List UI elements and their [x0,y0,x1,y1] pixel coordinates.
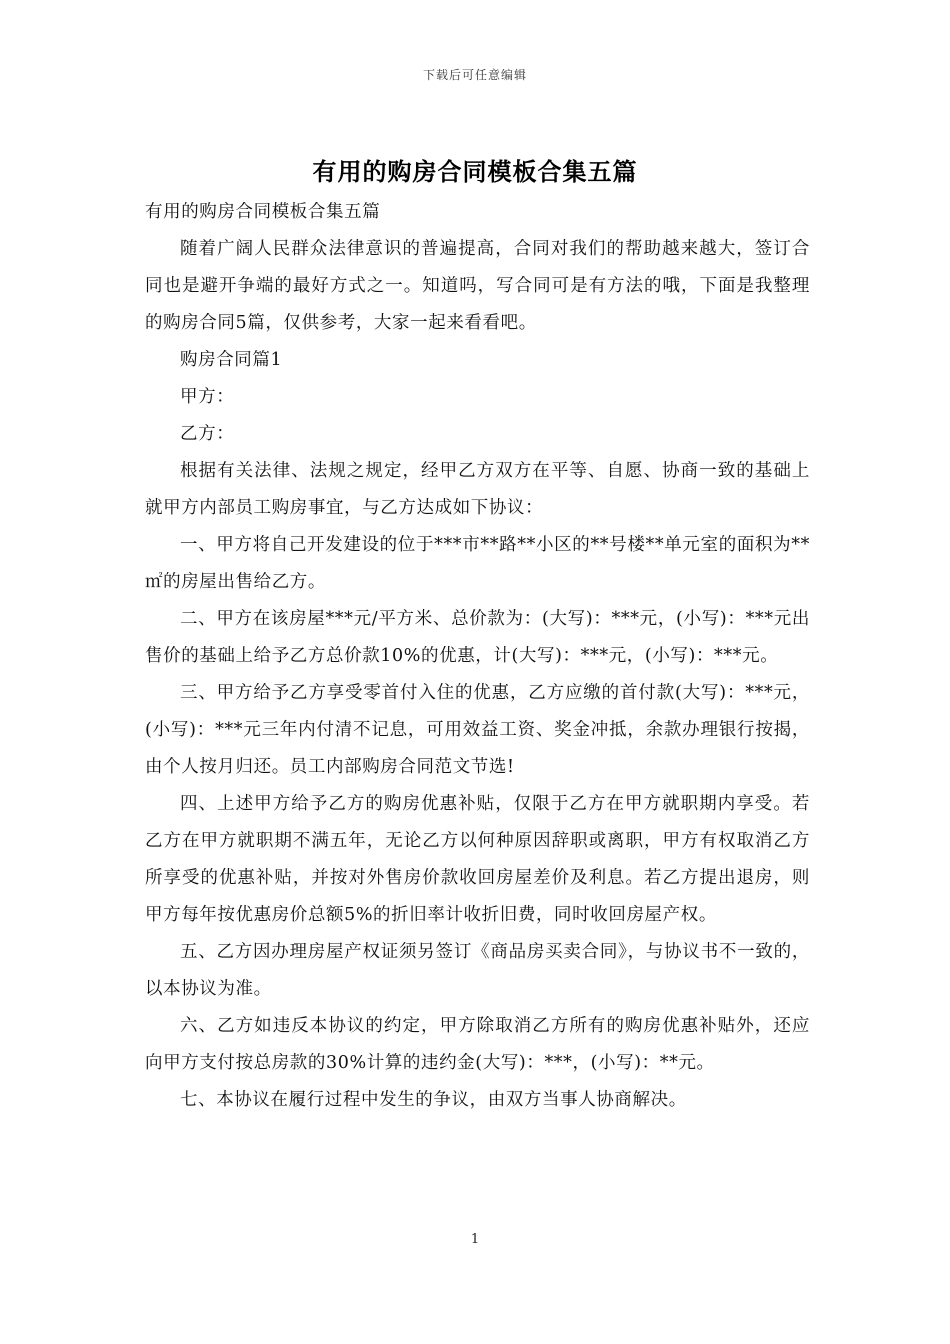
subtitle-paragraph: 有用的购房合同模板合集五篇 [145,202,381,222]
clause-2: 二、甲方在该房屋***元/平方米、总价款为：(大写)：***元，(小写)：***元出售价的基础上给予乙方总价款10%的优惠，计(大写)：***元，(小写)：***元。 [145,609,810,666]
document-body [145,194,810,1119]
clause-6: 六、乙方如违反本协议的约定，甲方除取消乙方所有的购房优惠补贴外，还应向甲方支付按总房款的30%计算的违约金(大写)：***，(小写)：**元。 [145,1016,810,1073]
clause-4: 四、上述甲方给予乙方的购房优惠补贴，仅限于乙方在甲方就职期内享受。若乙方在甲方就职期不满五年，无论乙方以何种原因辞职或离职，甲方有权取消乙方所享受的优惠补贴，并按对外售房价款收回房屋差价及利息。若乙方提出退房，则甲方每年按优惠房价总额5%的折旧率计收折旧费，同时收回房屋产权。 [145,794,810,925]
header-note: 下载后可任意编辑 [422,68,527,82]
party-b-line: 乙方： [180,424,235,444]
page-number: 1 [470,1232,480,1247]
document-title: 有用的购房合同模板合集五篇 [312,157,638,186]
clause-7: 七、本协议在履行过程中发生的争议，由双方当事人协商解决。 [180,1090,687,1110]
preamble-paragraph: 根据有关法律、法规之规定，经甲乙方双方在平等、自愿、协商一致的基础上就甲方内部员工购房事宜，与乙方达成如下协议： [145,461,810,518]
section-heading: 购房合同篇1 [180,350,283,370]
clause-5: 五、乙方因办理房屋产权证须另签订《商品房买卖合同》，与协议书不一致的，以本协议为准。 [145,942,810,999]
intro-paragraph: 随着广阔人民群众法律意识的普遍提高，合同对我们的帮助越来越大，签订合同也是避开争端的最好方式之一。知道吗，写合同可是有方法的哦，下面是我整理的购房合同5篇，仅供参考，大家一起来看看吧。 [145,239,810,333]
party-a-line: 甲方： [180,387,235,407]
clause-1: 一、甲方将自己开发建设的位于***市**路**小区的**号楼**单元室的面积为**㎡的房屋出售给乙方。 [145,535,810,592]
clause-3: 三、甲方给予乙方享受零首付入住的优惠，乙方应缴的首付款(大写)：***元，(小写)：***元三年内付清不记息，可用效益工资、奖金冲抵，余款办理银行按揭，由个人按月归还。员工内部购房合同范文节选! [145,683,810,777]
